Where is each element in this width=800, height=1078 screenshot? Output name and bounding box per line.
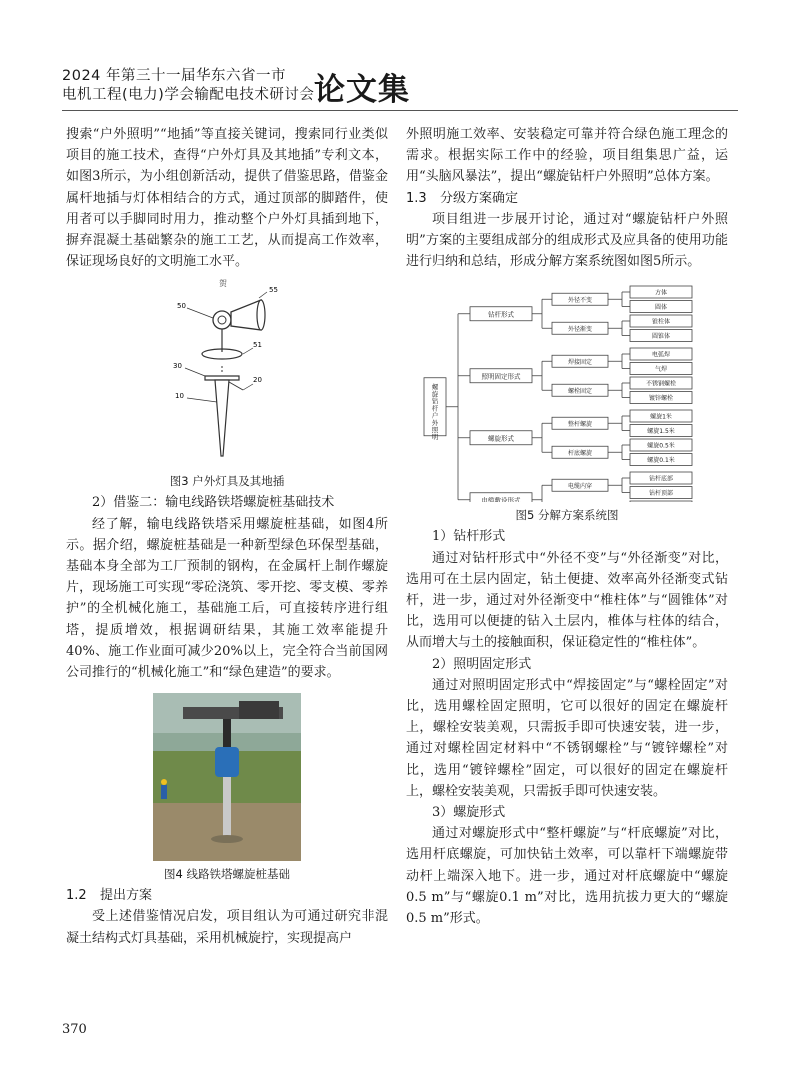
figure-3 xyxy=(157,278,297,468)
tree-level2-label: 外径不变 xyxy=(567,297,593,305)
tree-leaf-label: 圆体 xyxy=(654,304,668,312)
section-title: 分级方案确定 xyxy=(440,190,519,206)
foot-pedal xyxy=(205,376,239,380)
tree-root-label: 螺旋钻杆户外照明 xyxy=(431,383,439,442)
fig3-label: 20 xyxy=(253,376,262,385)
section-title: 提出方案 xyxy=(100,888,153,904)
section-number: 1.2 xyxy=(66,888,87,904)
tree-leaf-label: 不锈钢螺栓 xyxy=(645,380,677,388)
header-line-2: 电机工程(电力)学会输配电技术研讨会 xyxy=(62,87,315,103)
paragraph: 通过对钻杆形式中“外径不变”与“外径渐变”对比，选用可在土层内固定，钻土便捷、效率高外径渐变式钻杆，进一步，通过对外径渐变中“椎柱体”与“圆锥体”对比，选用可以便捷的钻入土层内，椎体与柱体的结合，从而增大与土的接触面积，保证稳定性的“椎柱体”。 xyxy=(406,550,728,651)
tree-leaf-label: 螺旋0.5米 xyxy=(647,442,675,450)
figure-4-caption: 图4 线路铁塔螺旋桩基础 xyxy=(164,867,290,882)
tree-leaf-label: 螺旋1.5米 xyxy=(647,428,675,436)
lamp-pivot-inner xyxy=(218,316,226,324)
leader-50 xyxy=(187,308,213,318)
subheading: 2）照明固定形式 xyxy=(432,656,532,672)
fig3-label: 51 xyxy=(253,341,262,350)
leader-10 xyxy=(187,398,217,402)
tree-leaf-label: 钻杆顶部 xyxy=(648,490,674,498)
paragraph: 经了解，输电线路铁塔采用螺旋桩基础，如图4所示。据介绍，螺旋桩基础是一种新型绿色环保型基础，基础本身全部为工厂预制的钢构，在金属杆上制作螺旋片，现场施工可实现“零砼浇筑、零开挖、零支模、零养护”的全机械化施工，基础施工后，可直接转序进行组塔，提质增效，根据调研结果，其施工效率能提升40%、施工作业面可减少20%以上，完全符合当前国网公司推行的“机械化施工”和“绿色建造”的要求。 xyxy=(66,516,388,681)
tree-leaf-label: 方体 xyxy=(654,289,668,297)
leader-55 xyxy=(259,292,267,298)
tree-leaf-label: 气焊 xyxy=(654,366,668,374)
tree-level1-label: 钻杆形式 xyxy=(488,310,514,319)
fig3-mark: 贺 xyxy=(219,279,227,289)
tree-leaf-label: 螺旋1米 xyxy=(650,413,672,421)
tree-leaf-label: 电弧焊 xyxy=(651,351,671,359)
leader-20 xyxy=(243,384,253,390)
worker-helmet xyxy=(161,779,167,785)
paragraph: 通过对照明固定形式中“焊接固定”与“螺栓固定”对比，选用螺栓固定照明，它可以很好的固定在螺旋杆上，螺栓安装美观，只需扳手即可快速安装，进一步，通过对螺栓固定材料中“不锈钢螺栓”与“镀锌螺栓”对比，选用“镀锌螺栓”固定，可以很好的固定在螺旋杆上，螺栓安装美观，只需扳手即可快速安装。 xyxy=(406,677,728,799)
pile-hole xyxy=(211,835,243,843)
drive-shaft xyxy=(223,719,231,749)
left-column xyxy=(66,124,388,949)
ground-stake xyxy=(215,380,229,456)
paragraph: 通过对螺旋形式中“整杆螺旋”与“杆底螺旋”对比，选用杆底螺旋，可加快钻土效率，可以靠杆下端螺旋带动杆上端深入地下。进一步，通过对杆底螺旋中“螺旋0.5 m”与“螺旋0.1 m”对比，选用抗拔力更大的“螺旋0.5 m”形式。 xyxy=(406,826,728,927)
lamp-lens xyxy=(257,300,265,330)
running-header xyxy=(62,62,738,106)
site-photo xyxy=(153,693,301,861)
decomposition-tree xyxy=(422,282,712,502)
drill-motor xyxy=(215,747,239,777)
fig3-label: 50 xyxy=(177,302,186,311)
subheading: 1）钻杆形式 xyxy=(432,529,506,545)
leader-51 xyxy=(243,348,253,354)
page-number: 370 xyxy=(62,1022,87,1037)
worker xyxy=(161,785,167,799)
screw-pile xyxy=(223,777,231,839)
figure-3-caption: 图3 户外灯具及其地插 xyxy=(169,474,285,489)
section-number: 1.3 xyxy=(406,190,427,206)
paragraph: 受上述借鉴情况启发，项目组认为可通过研究非混凝土结构式灯具基础，采用机械旋拧，实现提高户 xyxy=(66,909,388,946)
tree-leaf-label: 圆锥体 xyxy=(651,333,671,341)
tree-level2-label: 整杆螺旋 xyxy=(567,421,593,429)
tree-level2-label: 焊接固定 xyxy=(567,359,593,367)
section-heading xyxy=(66,885,388,906)
tree-leaf-label: 螺旋0.1米 xyxy=(647,457,675,465)
tree-leaf-label: 钻杆底部 xyxy=(648,475,674,483)
section-heading xyxy=(406,188,728,209)
figure-5 xyxy=(422,282,712,502)
figure-4 xyxy=(153,693,301,861)
right-column xyxy=(406,124,728,929)
tree-leaf xyxy=(630,501,692,502)
fig3-label: 30 xyxy=(173,362,182,371)
subheading: 2）借鉴二：输电线路铁塔螺旋桩基础技术 xyxy=(92,495,335,511)
fig3-label: 55 xyxy=(269,286,278,295)
header-line-1: 2024 年第三十一届华东六省一市 xyxy=(62,68,287,84)
figure-5-caption: 图5 分解方案系统图 xyxy=(515,508,619,523)
stake-fin xyxy=(229,382,243,390)
tree-leaf-label: 镀锌螺栓 xyxy=(648,395,674,403)
subheading: 3）螺旋形式 xyxy=(432,805,506,821)
paragraph: 项目组进一步展开讨论，通过对“螺旋钻杆户外照明”方案的主要组成部分的组成形式及应具备的使用功能进行归纳和总结，形成分解方案系统图如图5所示。 xyxy=(406,211,728,270)
tree-leaf-label: 锥柱体 xyxy=(651,318,671,326)
header-rule xyxy=(62,110,738,111)
leader-30 xyxy=(185,368,205,376)
tree-level2-label: 杆底螺旋 xyxy=(567,450,593,458)
tree-level1-label: 螺旋形式 xyxy=(488,434,514,443)
tree-level2-label: 螺栓固定 xyxy=(567,388,593,396)
excavator-cab xyxy=(239,701,279,719)
lamp-pivot xyxy=(213,311,231,329)
header-title: 论文集 xyxy=(314,72,410,108)
paragraph: 搜索“户外照明”“地插”等直接关键词，搜索同行业类似项目的施工技术，查得“户外灯具及其地插”专利文本，如图3所示，为小组创新活动，提供了借鉴思路，借鉴金属杆地插与灯体相结合的方式，通过顶部的脚踏件，使用者可以手脚同时用力，推动整个户外灯具插到地下，摒弃混凝土基础繁杂的施工工艺，从而提高工作效率，保证现场良好的文明施工水平。 xyxy=(66,127,388,270)
patent-drawing xyxy=(157,278,297,468)
tree-level1-label: 照明固定形式 xyxy=(481,372,521,381)
fig3-label: 10 xyxy=(175,392,184,401)
tree-level2-label: 电缆内穿 xyxy=(567,483,593,491)
tree-level2-label: 外径渐变 xyxy=(567,326,593,334)
paragraph: 外照明施工效率、安装稳定可靠并符合绿色施工理念的需求。根据实际工作中的经验，项目组集思广益，运用“头脑风暴法”，提出“螺旋钻杆户外照明”总体方案。 xyxy=(406,127,728,185)
tree-level1-label: 电缆敷设形式 xyxy=(481,496,521,503)
